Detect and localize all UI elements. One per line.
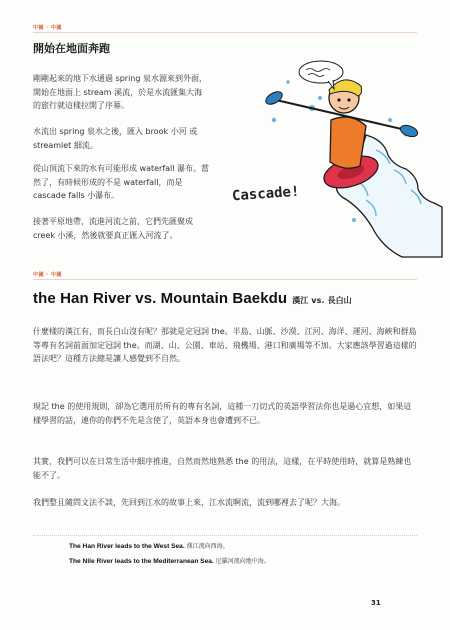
section2-paragraph: 現記 the 的使用規則，卻為它選用於所有的專有名詞，這種一刀切式的英語學習法你也是過心宜想，如果這樣學習的話，連你的你們不先是含使了，英語本身也會遭到不已。 [33,402,412,425]
section2-tag: 中國 · 中國 [33,272,62,278]
example-en: The Han River leads to the West Sea. [69,543,185,550]
speech-bubble [299,61,343,83]
example-separator [33,535,417,537]
section1-paragraph: 接著平原地帶，流進河流之前，它們先匯聚成 creek 小溪，然後就要真正匯入河流了。 [33,217,193,240]
illustration-caption: Cascade! [231,183,300,205]
section2-paragraph: 其實，我們可以在日常生活中細序推進，自然而然地熟悉 the 的用法，這樣，在平時使用時，就算是熟練也能不了。 [33,457,412,480]
section1-title: 開始在地面奔跑 [33,42,110,55]
example-zh: 尼羅河流向地中海。 [215,558,270,565]
section2-paragraph: 我們整且隨問文法不談，先回到江水的故事上來，江水流啊流，流到哪裡去了呢？大海。 [33,498,345,507]
section2-rule [33,279,417,280]
header-tag: 中國 · 中國 [33,25,62,31]
section2-title [33,290,352,307]
header-rule [33,32,417,33]
section2-paragraph: 什麼樣的漢江有，而長白山沒有呢？那就是定冠詞 the。半島、山脈、沙漠、江河、海洋、運河、海峽和群島等專有名詞前面加定冠詞 the。而湖、山、公園、車站、飛機場、港口和廣場等不加。大家應該學習過這樣的語法吧？這種方法總是讓人感覺到不自然。 [33,327,417,363]
example-sentence [69,540,229,553]
section2-title-text: the Han River vs. Mountain Baekdu [33,290,288,307]
example-sentence [69,555,270,568]
example-en: The Nile River leads to the Mediterranean Sea. [69,558,214,565]
section1-paragraph: 從山頂流下來的水有可能形成 waterfall 瀑布。當然了，有時候形成的不是 waterfall，而是 cascade falls 小瀑布。 [33,164,210,200]
section1-paragraph: 水流出 spring 泉水之後，匯入 brook 小河 或 streamlet 細流。 [33,127,198,150]
page-number: 31 [371,599,381,607]
kayaker-illustration [216,60,446,260]
section2-subtitle: 漢江 vs. 長白山 [292,296,352,305]
life-jacket [330,117,366,168]
section1-paragraph: 剛剛起來的地下水通過 spring 泉水源來到外面，開始在地面上 stream 溪流，於是水流匯集大海的旅行就這樣拉開了序幕。 [33,74,207,110]
example-zh: 漢江流向西海。 [186,543,229,550]
